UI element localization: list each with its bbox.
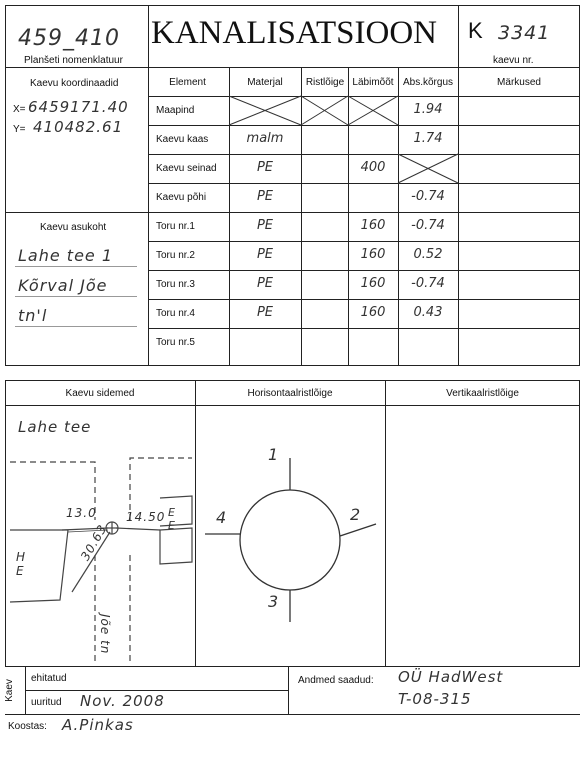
coord-y-label: Y= [13,124,26,135]
table-cell-diameter: 160 [360,218,386,233]
table-cell-elevation: -0.74 [411,276,445,291]
table-cell-material: PE [256,218,274,233]
table-cell-material: malm [246,131,284,146]
plansheet-label: Planšeti nomenklatuur [24,55,123,66]
horizontal-label: Horisontaalristlõige [247,388,333,399]
table-cell-elevation: 0.43 [413,305,443,320]
table-cell-material: PE [256,189,274,204]
page-title: KANALISATSIOON [151,15,437,51]
sketch-street-side: Jõe tn [98,614,112,655]
sketch-house-left: H E [16,550,27,578]
well-label: kaevu nr. [493,55,534,66]
col-header-elevation: Abs.kõrgus [402,77,454,88]
coordinates-label: Kaevu koordinaadid [30,78,119,89]
table-row-label: Toru nr.1 [156,221,195,232]
data-source-line-2: T-08-315 [398,690,472,708]
col-header-notes: Märkused [497,77,541,88]
surveyed-value: Nov. 2008 [80,692,165,710]
data-source-line-1: OÜ HadWest [398,668,504,686]
footer-mid-divider [288,667,289,714]
table-cell-diameter: 400 [360,160,386,175]
sketch-street-name: Lahe tee [18,418,92,436]
table-row-label: Toru nr.3 [156,279,195,290]
table-cell-material: PE [256,247,274,262]
pipe-label-2: 2 [350,505,362,524]
location-label: Kaevu asukoht [40,222,107,233]
coord-x-label: X= [13,104,26,115]
table-row-label: Kaevu põhi [156,192,207,203]
table-cell-diameter: 160 [360,247,386,262]
col-header-diameter: Läbimõõt [352,77,394,88]
kaev-row-divider [25,690,288,691]
author-label: Koostas: [8,721,47,732]
footer-divider [5,714,580,715]
col-header-cross: Ristlõige [305,77,345,88]
table-row-label: Toru nr.4 [156,308,195,319]
table-row-label: Toru nr.2 [156,250,195,261]
pipe-label-3: 3 [268,592,280,611]
ties-label: Kaevu sidemed [65,388,135,399]
surveyed-label: uuritud [31,697,62,708]
table-row-label: Kaevu seinad [156,163,217,174]
table-row-label: Maapind [156,105,195,116]
table-cell-elevation: 0.52 [413,247,443,262]
author-value: A.Pinkas [62,716,134,734]
table-cell-material: PE [256,160,274,175]
location-line-2: Kõrval Jõe [18,276,108,295]
pipe-label-4: 4 [216,508,228,527]
well-prefix: K [468,18,483,43]
sketch-dist-right: 14.50 [126,510,166,524]
location-line-3: tn'l [18,306,48,325]
coord-y-value: 410482.61 [33,118,124,136]
vertical-label: Vertikaalristlõige [446,388,519,399]
plansheet-number: 459_410 [18,26,120,51]
table-cell-material: PE [256,305,274,320]
sketch-dist-diag: 30.63 [78,521,110,563]
table-cell-elevation: 1.74 [413,131,443,146]
table-cell-elevation: -0.74 [411,189,445,204]
data-source-label: Andmed saadud: [298,675,374,686]
built-label: ehitatud [31,673,67,684]
coord-x-value: 6459171.40 [28,98,129,116]
table-cell-diameter: 160 [360,305,386,320]
col-header-material: Materjal [247,77,283,88]
table-row-label: Kaevu kaas [156,134,209,145]
col-header-element: Element [169,77,206,88]
table-cell-elevation: 1.94 [413,102,443,117]
sketch-house-right: E E [168,506,176,532]
table-cell-material: PE [256,276,274,291]
pipe-label-1: 1 [268,445,280,464]
table-cell-diameter: 160 [360,276,386,291]
well-number: 3341 [498,22,551,44]
table-cell-elevation: -0.74 [411,218,445,233]
location-line-1: Lahe tee 1 [18,246,114,265]
table-row-label: Toru nr.5 [156,337,195,348]
kaev-label: Kaev [3,679,15,702]
sketch-dist-left: 13.0 [66,506,97,520]
